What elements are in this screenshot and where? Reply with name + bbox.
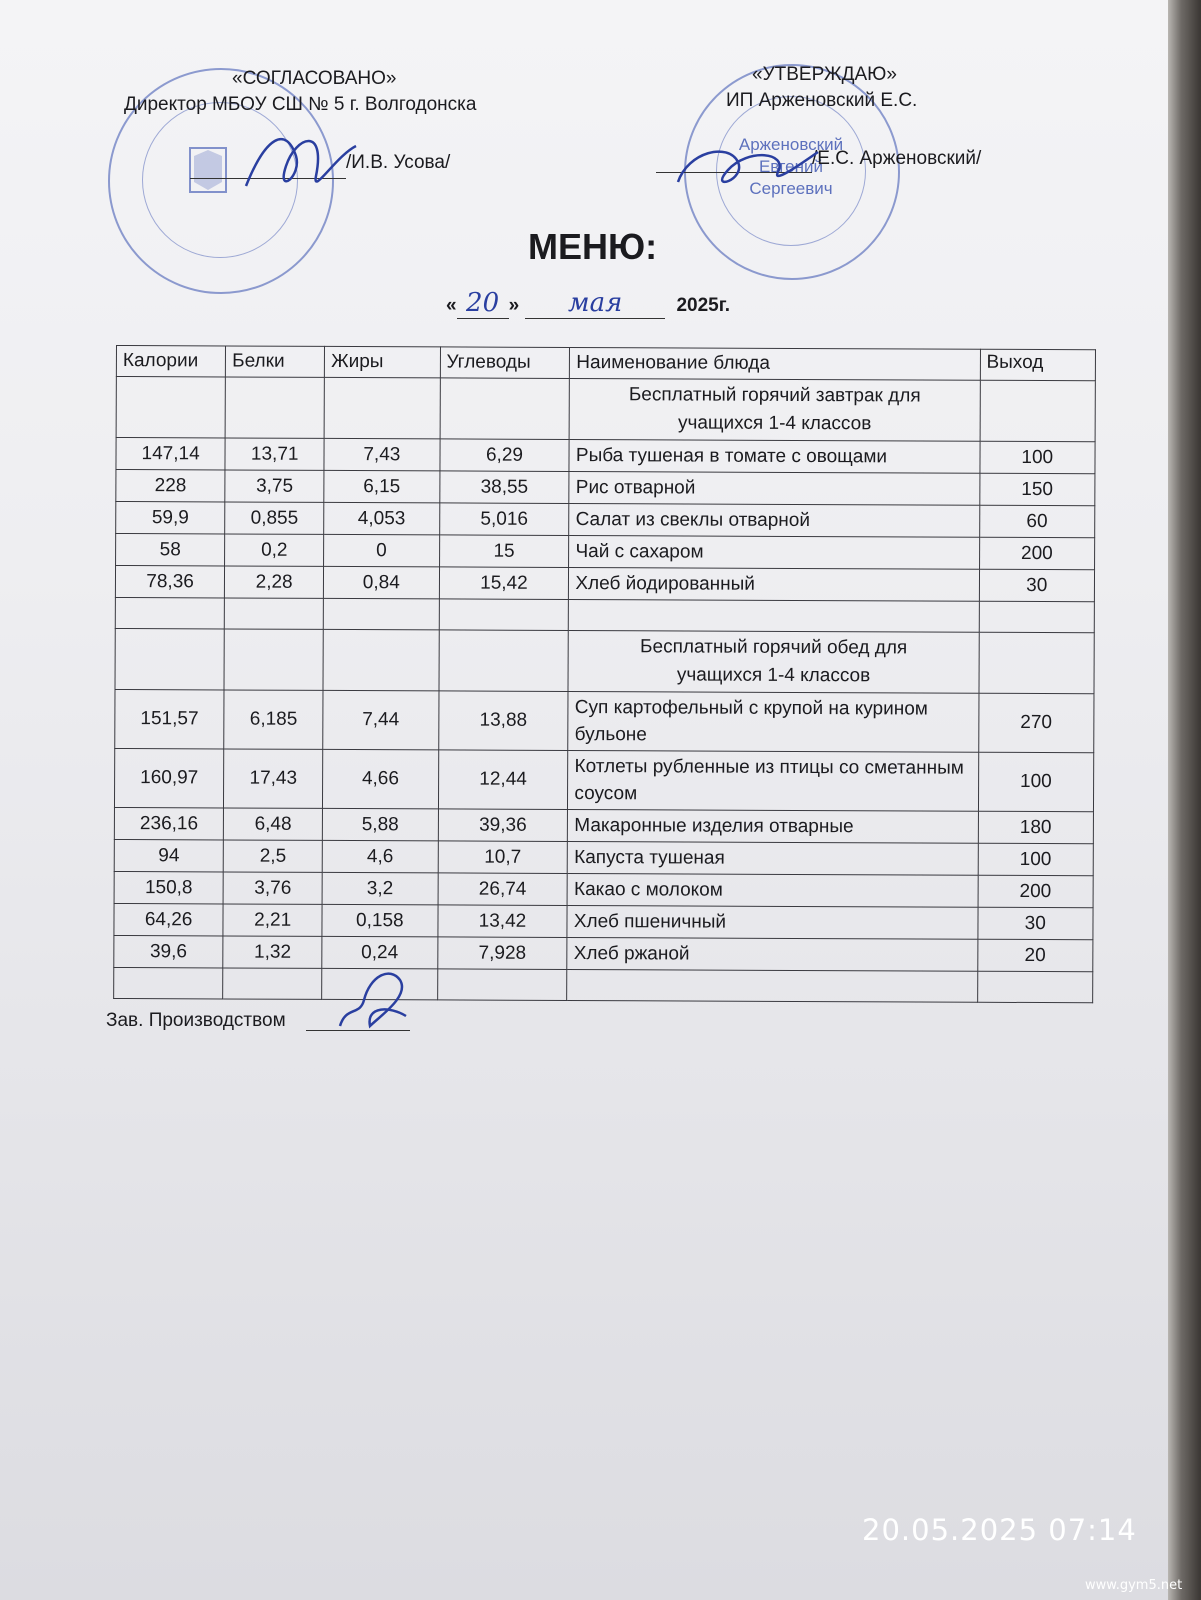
- date-month: мая: [525, 288, 665, 319]
- approved-label: «СОГЛАСОВАНО»: [232, 68, 397, 89]
- site-watermark: www.gym5.net: [1085, 1578, 1183, 1593]
- empty-cell: [977, 971, 1093, 1003]
- empty-cell: [439, 599, 569, 631]
- empty-row: [115, 597, 1094, 632]
- column-header-fat: Жиры: [325, 346, 441, 378]
- menu-table: [113, 345, 1096, 1003]
- carbs-cell: 38,55: [439, 471, 569, 504]
- empty-cell: [224, 598, 323, 629]
- fat-cell: 0,158: [322, 904, 438, 937]
- carbs-cell: 26,74: [438, 873, 568, 906]
- fat-cell: 4,66: [323, 749, 439, 809]
- fat-cell: 7,44: [323, 690, 439, 750]
- menu-title: МЕНЮ:: [528, 226, 658, 267]
- calories-cell: 58: [116, 534, 225, 566]
- empty-cell: [567, 969, 977, 1002]
- table-row: [115, 566, 1094, 602]
- table-row: [116, 502, 1095, 538]
- section-title: [568, 630, 978, 693]
- photo-timestamp: 20.05.2025 07:14: [862, 1513, 1137, 1547]
- protein-cell: 2,28: [225, 566, 324, 598]
- date-close-quote: »: [508, 295, 520, 316]
- calories-cell: 236,16: [114, 807, 223, 839]
- yield-cell: 270: [978, 693, 1094, 753]
- section-title-line: учащихся 1-4 классов: [677, 412, 872, 435]
- column-header-protein: Белки: [226, 346, 325, 377]
- empty-cell: [225, 377, 324, 438]
- empty-cell: [224, 629, 323, 690]
- protein-cell: 17,43: [224, 749, 323, 808]
- dish-name-cell: Рис отварной: [569, 471, 979, 505]
- empty-cell: [115, 628, 224, 689]
- calories-cell: 147,14: [116, 438, 225, 470]
- calories-cell: 150,8: [114, 871, 223, 903]
- empty-cell: [439, 630, 569, 692]
- column-header-calories: Калории: [116, 346, 225, 377]
- ip-signature: [668, 122, 828, 212]
- yield-cell: 100: [979, 441, 1095, 474]
- protein-cell: 2,5: [223, 840, 322, 872]
- menu-table-body: [114, 377, 1096, 1003]
- section-title-line: Бесплатный горячий обед для: [640, 636, 908, 659]
- table-row: [114, 871, 1093, 907]
- carbs-cell: 7,928: [437, 937, 567, 970]
- carbs-cell: 13,42: [437, 905, 567, 938]
- table-row: [114, 839, 1093, 875]
- protein-cell: 3,76: [223, 872, 322, 904]
- dish-name-cell: Хлеб ржаной: [567, 937, 977, 971]
- protein-cell: 0,2: [225, 534, 324, 566]
- yield-cell: 100: [978, 752, 1094, 812]
- protein-cell: 3,75: [225, 470, 324, 502]
- protein-cell: 6,185: [224, 690, 323, 749]
- calories-cell: 64,26: [114, 903, 223, 935]
- dish-name-cell: Хлеб йодированный: [569, 567, 979, 601]
- empty-cell: [115, 597, 224, 628]
- date-day: 20: [457, 288, 509, 319]
- column-header-carbs: Углеводы: [440, 347, 570, 379]
- empty-cell: [116, 377, 225, 438]
- calories-cell: 160,97: [114, 748, 223, 807]
- fat-cell: 0,84: [324, 566, 440, 599]
- carbs-cell: 15,42: [439, 567, 569, 600]
- fat-cell: 0: [324, 534, 440, 567]
- table-row: [114, 807, 1093, 843]
- table-row: [115, 689, 1094, 752]
- calories-cell: 59,9: [116, 502, 225, 534]
- empty-cell: [440, 378, 570, 440]
- yield-cell: 200: [978, 875, 1094, 908]
- carbs-cell: 12,44: [438, 750, 568, 810]
- yield-cell: 60: [979, 505, 1095, 538]
- director-position: Директор МБОУ СШ № 5 г. Волгодонска: [124, 94, 477, 115]
- dish-name-cell: Макаронные изделия отварные: [568, 809, 978, 843]
- empty-cell: [323, 629, 439, 691]
- fat-cell: 7,43: [324, 438, 440, 471]
- protein-cell: 0,855: [225, 502, 324, 534]
- empty-cell: [979, 632, 1095, 694]
- empty-cell: [437, 969, 567, 1001]
- director-signature-name: /И.В. Усова/: [346, 152, 451, 173]
- empty-cell: [223, 968, 322, 999]
- dish-name-cell: Чай с сахаром: [569, 535, 979, 569]
- carbs-cell: 13,88: [438, 691, 568, 751]
- empty-cell: [323, 598, 439, 630]
- fat-cell: 4,6: [322, 840, 438, 873]
- yield-cell: 30: [979, 569, 1095, 602]
- section-title: [569, 378, 979, 441]
- section-header-row: [115, 628, 1094, 693]
- director-signature: [236, 116, 376, 206]
- empty-cell: [979, 601, 1095, 633]
- column-header-yield: Выход: [980, 349, 1096, 381]
- yield-cell: 180: [978, 811, 1094, 844]
- section-title-line: учащихся 1-4 классов: [676, 664, 871, 687]
- table-row: [114, 935, 1093, 971]
- production-manager-signature: [330, 966, 420, 1036]
- dish-name-cell: Салат из свеклы отварной: [569, 503, 979, 537]
- empty-cell: [569, 599, 979, 632]
- carbs-cell: 10,7: [438, 841, 568, 874]
- protein-cell: 1,32: [223, 936, 322, 968]
- table-row: [116, 470, 1095, 506]
- calories-cell: 228: [116, 470, 225, 502]
- dish-name-cell: Котлеты рубленные из птицы со сметанным соусом: [568, 750, 978, 811]
- date-year: 2025г.: [676, 295, 730, 316]
- table-row: [116, 534, 1095, 570]
- fat-cell: 3,2: [322, 872, 438, 905]
- yield-cell: 150: [979, 473, 1095, 506]
- ip-signature-name: /Е.С. Арженовский/: [812, 148, 982, 169]
- table-row: [114, 748, 1093, 811]
- background-edge: [1168, 0, 1201, 1600]
- section-title-line: Бесплатный горячий завтрак для: [628, 384, 921, 407]
- fat-cell: 6,15: [324, 470, 440, 503]
- table-header-row: [116, 346, 1095, 381]
- protein-cell: 6,48: [224, 808, 323, 840]
- empty-cell: [324, 377, 440, 439]
- carbs-cell: 39,36: [438, 809, 568, 842]
- dish-name-cell: Суп картофельный с крупой на курином бульоне: [568, 691, 978, 752]
- calories-cell: 39,6: [114, 935, 223, 967]
- fat-cell: 5,88: [322, 808, 438, 841]
- yield-cell: 100: [978, 843, 1094, 876]
- empty-cell: [980, 380, 1096, 442]
- table-row: [114, 903, 1093, 939]
- yield-cell: 30: [977, 907, 1093, 940]
- empty-cell: [114, 967, 223, 998]
- dish-name-cell: Капуста тушеная: [568, 841, 978, 875]
- column-header-dish-name: Наименование блюда: [570, 347, 980, 380]
- production-manager-label: Зав. Производством: [106, 1010, 286, 1031]
- confirm-label: «УТВЕРЖДАЮ»: [752, 64, 897, 85]
- empty-row: [114, 967, 1093, 1002]
- ip-position: ИП Арженовский Е.С.: [726, 90, 918, 111]
- right-stamp-name: Арженовский Евгений Сергеевич: [738, 135, 844, 198]
- dish-name-cell: Хлеб пшеничный: [567, 905, 977, 939]
- yield-cell: 20: [977, 939, 1093, 972]
- yield-cell: 200: [979, 537, 1095, 570]
- protein-cell: 2,21: [223, 904, 322, 936]
- date-open-quote: «: [446, 295, 457, 316]
- section-header-row: [116, 377, 1095, 442]
- carbs-cell: 6,29: [440, 439, 570, 472]
- protein-cell: 13,71: [225, 438, 324, 470]
- carbs-cell: 5,016: [439, 503, 569, 536]
- fat-cell: 4,053: [324, 502, 440, 535]
- dish-name-cell: Какао с молоком: [567, 873, 977, 907]
- calories-cell: 151,57: [115, 689, 224, 748]
- table-row: [116, 438, 1095, 474]
- menu-date: [446, 288, 730, 319]
- carbs-cell: 15: [439, 535, 569, 568]
- fat-cell: 0,24: [322, 936, 438, 969]
- calories-cell: 78,36: [115, 566, 224, 598]
- dish-name-cell: Рыба тушеная в томате с овощами: [569, 439, 979, 473]
- calories-cell: 94: [114, 839, 223, 871]
